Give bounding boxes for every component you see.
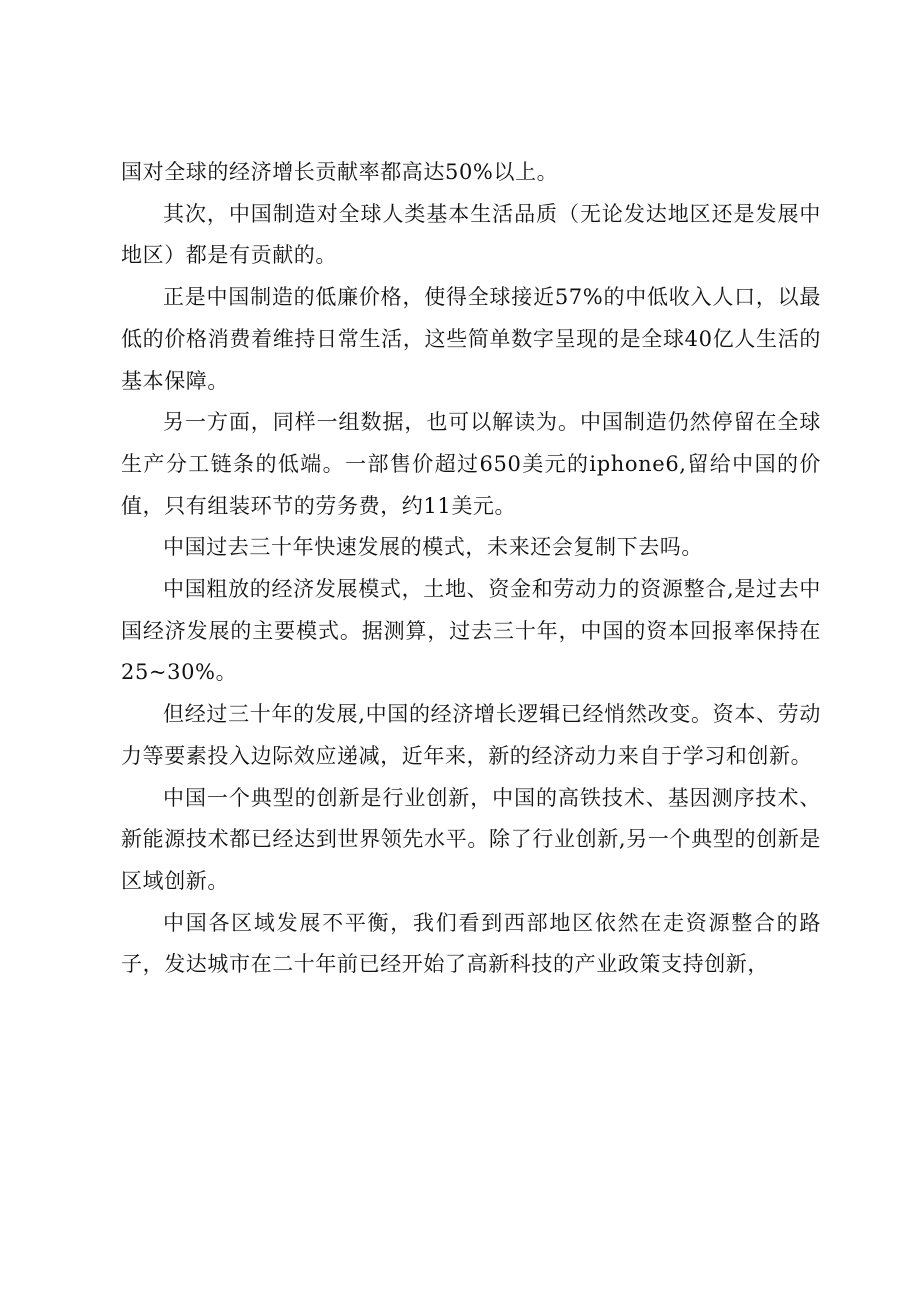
paragraph: 中国各区域发展不平衡，我们看到西部地区依然在走资源整合的路子，发达城市在二十年前已经开始了高新科技的产业政策支持创新， — [121, 910, 821, 977]
paragraph: 另一方面，同样一组数据，也可以解读为。中国制造仍然停留在全球生产分工链条的低端。一部售价超过650美元的iphone6,留给中国的价值，只有组装环节的劳务费，约11美元。 — [121, 410, 821, 518]
paragraph: 但经过三十年的发展,中国的经济增长逻辑已经悄然改变。资本、劳动力等要素投入边际效应递减，近年来，新的经济动力来自于学习和创新。 — [121, 702, 821, 768]
paragraph-continuation: 国对全球的经济增长贡献率都高达50%以上。 — [121, 160, 559, 184]
paragraph: 中国过去三十年快速发展的模式，未来还会复制下去吗。 — [163, 535, 703, 560]
paragraph: 中国一个典型的创新是行业创新，中国的高铁技术、基因测序技术、新能源技术都已经达到世界领先水平。除了行业创新,另一个典型的创新是区域创新。 — [121, 785, 821, 893]
paragraph: 中国粗放的经济发展模式，土地、资金和劳动力的资源整合,是过去中国经济发展的主要模式。据测算，过去三十年，中国的资本回报率保持在25~30%。 — [121, 577, 821, 685]
paragraph: 其次，中国制造对全球人类基本生活品质（无论发达地区还是发展中地区）都是有贡献的。 — [121, 201, 821, 268]
paragraph: 正是中国制造的低廉价格，使得全球接近57%的中低收入人口，以最低的价格消费着维持日常生活，这些简单数字呈现的是全球40亿人生活的基本保障。 — [121, 285, 821, 393]
document-body — [121, 152, 821, 986]
